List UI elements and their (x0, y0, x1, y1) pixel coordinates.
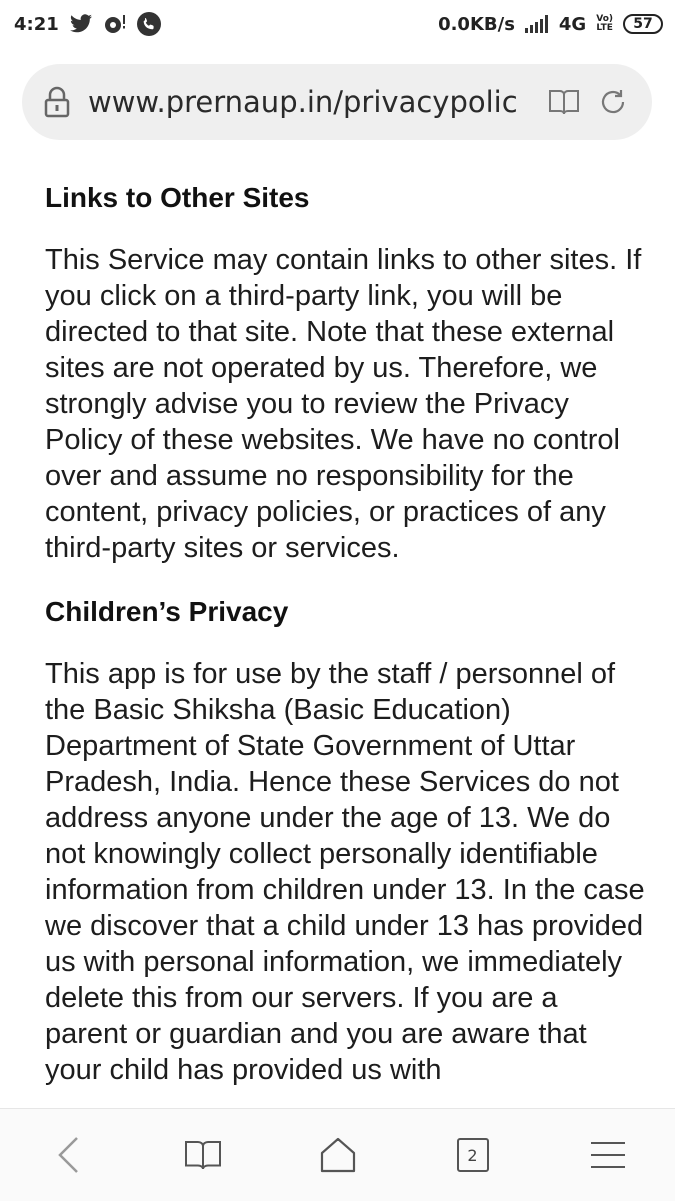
battery-icon (623, 14, 663, 34)
volte-top: Vo) (596, 14, 613, 24)
status-left (14, 12, 161, 36)
bookmarks-button[interactable] (163, 1115, 243, 1195)
tab-count: 2 (467, 1145, 478, 1165)
status-time: 4:21 (14, 13, 59, 35)
menu-button[interactable] (568, 1115, 648, 1195)
section-body-links: This Service may contain links to other sites. If you click on a third-party link, you will be directed to that site. Note that these external sites are not operated by us. Therefore, we strongly advise you to review the Privacy Policy of these websites. We have no control over and assume no responsibility for the content, privacy policies, or practices of any third-party sites or services. (45, 244, 642, 564)
address-bar[interactable] (22, 64, 652, 140)
refresh-icon[interactable] (598, 87, 628, 117)
notification-icon (103, 13, 127, 35)
back-icon (55, 1135, 81, 1175)
tabs-button[interactable] (433, 1115, 513, 1195)
battery-level: 57 (633, 16, 653, 32)
menu-icon (591, 1140, 625, 1170)
status-bar (0, 0, 675, 48)
home-icon (319, 1136, 357, 1174)
bottom-navigation (0, 1108, 675, 1201)
back-button[interactable] (28, 1115, 108, 1195)
home-button[interactable] (298, 1115, 378, 1195)
section-heading-links: Links to Other Sites (45, 182, 310, 213)
section-heading-children: Children’s Privacy (45, 596, 289, 627)
signal-icon (525, 15, 549, 33)
page-content (45, 170, 645, 1108)
network-type: 4G (558, 13, 587, 35)
volte-indicator (596, 15, 613, 33)
volte-bottom: LTE (596, 23, 613, 33)
network-speed: 0.0KB/s (438, 13, 515, 35)
tabs-icon (457, 1138, 489, 1172)
twitter-icon (69, 14, 93, 34)
url-text[interactable]: www.prernaup.in/privacypolic (88, 85, 518, 119)
bookmarks-icon (184, 1139, 222, 1171)
phone-call-icon (137, 12, 161, 36)
section-body-children: This app is for use by the staff / personnel of the Basic Shiksha (Basic Education) Department of State Government of Uttar Pradesh, India. Hence these Services do not address anyone under the age of 13. We do not knowingly collect personally identifiable information from children under 13. In the case we discover that a child under 13 has provided us with personal information, we immediately delete this from our servers. If you are a parent or guardian and you are aware that your child has provided us with (45, 658, 645, 1086)
reader-mode-icon[interactable] (548, 88, 580, 116)
status-right (438, 14, 663, 35)
lock-icon (44, 86, 70, 118)
